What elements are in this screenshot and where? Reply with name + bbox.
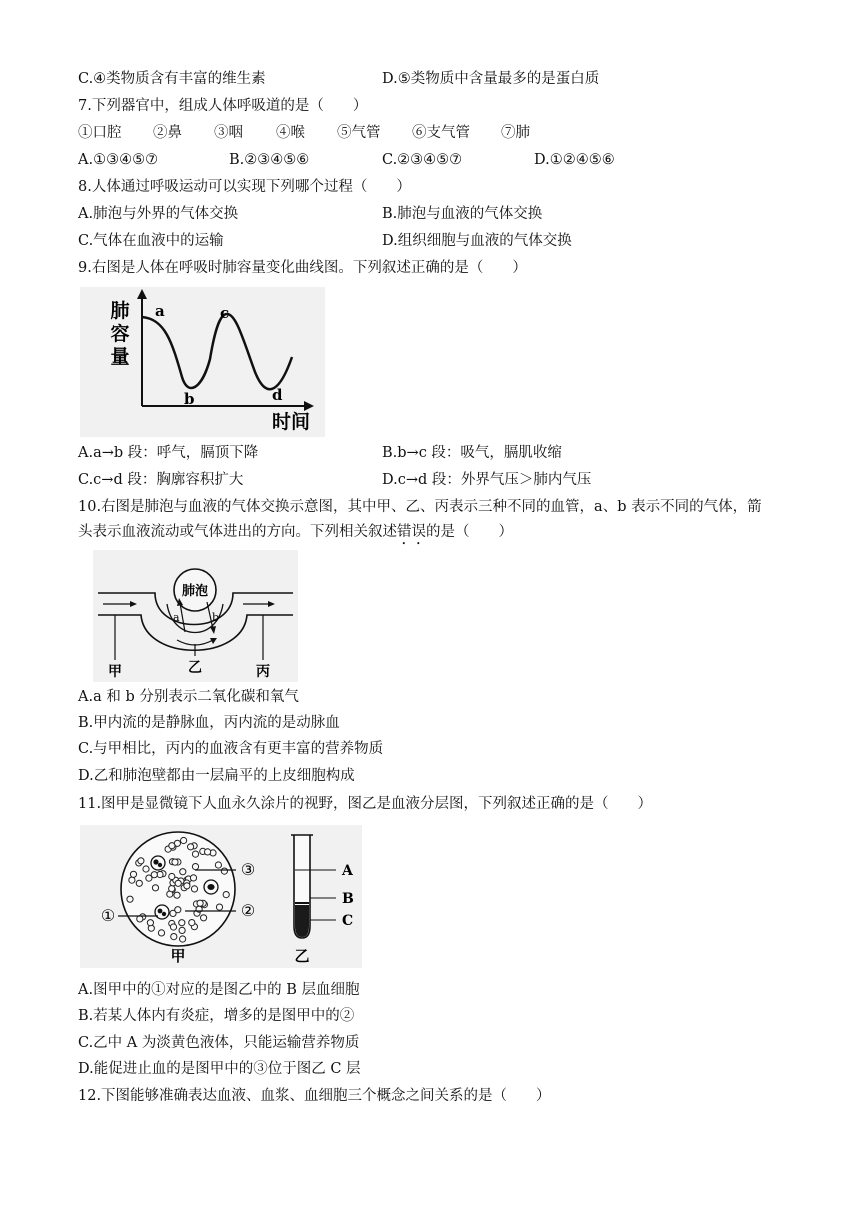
q7-item: ②鼻 [153, 125, 182, 141]
smear-label-2: ② [240, 901, 256, 920]
vessel-label-bing: 丙 [256, 664, 270, 680]
wbc-nucleus [162, 912, 166, 916]
point-label-a: a [155, 302, 165, 320]
wbc-nucleus [158, 909, 163, 914]
q10-option-a: A.a 和 b 分别表示二氧化碳和氧气 [78, 689, 299, 705]
red-blood-cell [174, 892, 180, 898]
q10-stem-emphasis: 错误 [397, 524, 426, 540]
red-blood-cell [180, 869, 186, 875]
red-blood-cell [169, 886, 175, 892]
q10-option-b: B.甲内流的是静脉血，丙内流的是动脉血 [78, 715, 340, 731]
q11-stem: 11.图甲是显微镜下人血永久涂片的视野，图乙是血液分层图，下列叙述正确的是（ ） [78, 796, 653, 812]
q9-stem: 9.右图是人体在呼吸时肺容量变化曲线图。下列叙述正确的是（ ） [78, 260, 527, 276]
smear-label-3: ③ [240, 860, 256, 879]
q6-option-d: D.⑤类物质中含量最多的是蛋白质 [382, 71, 600, 87]
q8-option-c: C.气体在血液中的运输 [78, 233, 224, 249]
alveolus-label: 肺泡 [181, 584, 209, 599]
tube-layer-label-a: A [342, 863, 353, 879]
q10-stem-line1: 10.右图是肺泡与血液的气体交换示意图，其中甲、乙、丙表示三种不同的血管，a、b 表示不同的气体，箭 [78, 499, 762, 515]
red-blood-cell [172, 859, 178, 865]
ylabel-char: 量 [110, 346, 130, 368]
red-blood-cell [127, 896, 133, 902]
red-blood-cell [169, 873, 175, 879]
red-blood-cell [179, 927, 185, 933]
red-blood-cell [169, 843, 175, 849]
q10-stem-post: 的是（ ） [426, 524, 513, 540]
q12-stem: 12.下图能够准确表达血液、血浆、血细胞三个概念之间关系的是（ ） [78, 1088, 551, 1104]
q7-option-b: B.②③④⑤⑥ [229, 152, 310, 168]
red-blood-cell [138, 858, 144, 864]
q10-option-d: D.乙和肺泡壁都由一层扁平的上皮细胞构成 [78, 768, 355, 784]
red-blood-cell [130, 871, 136, 877]
q11-option-b: B.若某人体内有炎症，增多的是图甲中的② [78, 1008, 355, 1024]
gas-label-a: a [173, 611, 180, 624]
smear-label-1: ① [100, 906, 116, 925]
point-label-c: c [220, 304, 230, 322]
q11-option-c: C.乙中 A 为淡黄色液体，只能运输营养物质 [78, 1035, 360, 1051]
q7-item: ⑤气管 [337, 125, 381, 141]
q8-option-a: A.肺泡与外界的气体交换 [78, 206, 239, 222]
gas-label-b: b [212, 611, 220, 624]
tube-layer-label-c: C [342, 913, 354, 929]
wbc-nucleus [153, 859, 158, 864]
wbc-nucleus [158, 863, 162, 867]
vessel-label-yi: 乙 [188, 660, 202, 676]
red-blood-cell [170, 924, 176, 930]
q8-stem: 8.人体通过呼吸运动可以实现下列哪个过程（ ） [78, 179, 411, 195]
alveolus-gas-exchange-figure [93, 550, 298, 682]
tube-layer-label-b: B [342, 891, 354, 907]
q7-item: ⑥支气管 [412, 125, 470, 141]
red-blood-cell [136, 880, 142, 886]
red-blood-cell [205, 849, 211, 855]
q7-item: ⑦肺 [501, 125, 530, 141]
red-blood-cell [201, 915, 207, 921]
red-blood-cell [152, 885, 158, 891]
red-blood-cell [180, 936, 186, 942]
red-blood-cell [192, 864, 198, 870]
q10-stem-line2 [78, 522, 513, 548]
red-blood-cell [216, 904, 222, 910]
point-label-d: d [272, 386, 283, 404]
red-blood-cell [190, 875, 196, 881]
smear-caption: 甲 [170, 947, 186, 965]
q7-item: ③咽 [214, 125, 243, 141]
red-blood-cell [215, 862, 221, 868]
red-blood-cell [197, 900, 203, 906]
red-blood-cell [189, 920, 195, 926]
blood-smear-and-tube-figure [80, 825, 362, 968]
red-blood-cell [221, 868, 227, 874]
q9-option-d: D.c→d 段：外界气压＞肺内气压 [382, 472, 592, 488]
red-blood-cell [184, 883, 190, 889]
red-blood-cell [179, 920, 185, 926]
red-blood-cell [181, 837, 187, 843]
q7-item: ④喉 [276, 125, 305, 141]
q7-option-c: C.②③④⑤⑦ [382, 152, 463, 168]
q7-stem: 7.下列器官中，组成人体呼吸道的是（ ） [78, 98, 368, 114]
wbc-nucleus [207, 884, 214, 890]
q8-option-b: B.肺泡与血液的气体交换 [382, 206, 543, 222]
red-blood-cell [175, 880, 181, 886]
lung-volume-curve-figure [80, 287, 325, 437]
xlabel: 时间 [272, 411, 311, 433]
q9-option-b: B.b→c 段：吸气，膈肌收缩 [382, 445, 562, 461]
red-blood-cell [191, 886, 197, 892]
q7-option-d: D.①②④⑤⑥ [534, 152, 615, 168]
red-blood-cell [158, 930, 164, 936]
ylabel-char: 容 [110, 323, 130, 345]
q7-option-a: A.①③④⑤⑦ [78, 152, 159, 168]
red-blood-cell [175, 907, 181, 913]
red-blood-cell [143, 866, 149, 872]
red-blood-cell [223, 892, 229, 898]
q11-option-d: D.能促进止血的是图甲中的③位于图乙 C 层 [78, 1061, 361, 1077]
red-blood-cell [147, 920, 153, 926]
q8-option-d: D.组织细胞与血液的气体交换 [382, 233, 572, 249]
tube-layer-c-fill [295, 905, 309, 937]
q11-option-a: A.图甲中的①对应的是图乙中的 B 层血细胞 [78, 982, 360, 998]
q10-stem-pre: 头表示血液流动或气体进出的方向。下列相关叙述 [78, 524, 397, 540]
ylabel-char: 肺 [110, 300, 130, 322]
red-blood-cell [137, 916, 143, 922]
q9-option-c: C.c→d 段：胸廓容积扩大 [78, 472, 244, 488]
vessel-label-jia: 甲 [108, 664, 122, 680]
red-blood-cell [129, 877, 135, 883]
red-blood-cell [171, 934, 177, 940]
q6-option-c: C.④类物质含有丰富的维生素 [78, 71, 266, 87]
tube-caption: 乙 [294, 947, 310, 965]
q9-option-a: A.a→b 段：呼气，膈顶下降 [78, 445, 259, 461]
q7-item: ①口腔 [78, 125, 122, 141]
point-label-b: b [184, 390, 195, 408]
q10-option-c: C.与甲相比，丙内的血液含有更丰富的营养物质 [78, 741, 384, 757]
red-blood-cell [151, 872, 157, 878]
red-blood-cell [192, 851, 198, 857]
red-blood-cell [188, 844, 194, 850]
